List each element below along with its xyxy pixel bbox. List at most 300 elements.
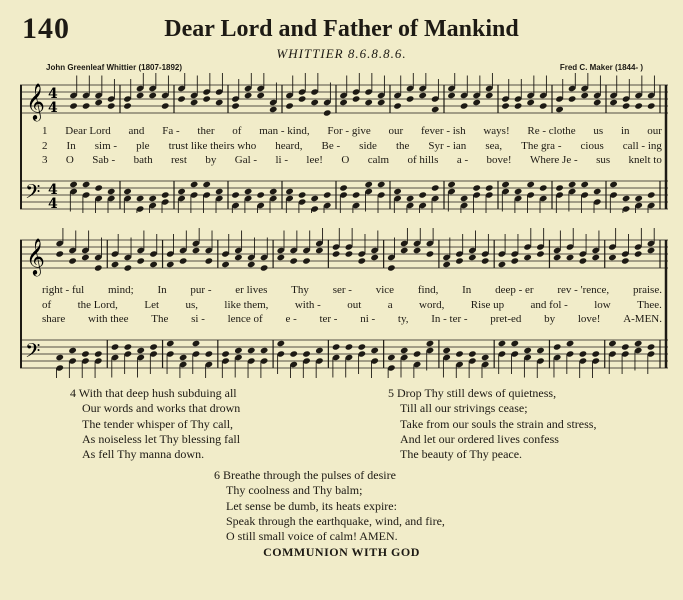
note-head: [568, 181, 577, 188]
note-head: [55, 250, 64, 257]
note-head: [514, 102, 523, 109]
note-head: [418, 191, 427, 198]
lyric-syllable: fever - ish: [420, 125, 466, 137]
bass-clef-icon: 𝄢: [25, 180, 41, 208]
note-head: [244, 92, 253, 99]
note-head: [215, 188, 224, 195]
lyric-syllable: bove!: [486, 154, 512, 166]
note-head: [481, 354, 490, 361]
note-head: [579, 257, 588, 264]
note-head: [442, 347, 451, 354]
note-head: [323, 191, 332, 198]
lyric-syllable: find,: [417, 284, 439, 296]
words-credit: John Greenleaf Whittier (1807-1892): [46, 63, 183, 72]
verse-6-line: Thy coolness and Thy balm;: [226, 483, 363, 498]
lyric-syllable: knelt to: [628, 154, 662, 166]
lyric-syllable: sus: [596, 154, 611, 166]
note-head: [148, 92, 157, 99]
lyric-syllable: e -: [285, 313, 297, 325]
note-head: [247, 347, 256, 354]
note-head: [285, 102, 294, 109]
lyric-syllable: li -: [275, 154, 288, 166]
lyric-syllable: ty,: [397, 313, 409, 325]
note-head: [555, 106, 564, 113]
note-head: [377, 181, 386, 188]
note-head: [136, 347, 145, 354]
lyric-syllable: and fol -: [530, 298, 568, 311]
note-head: [455, 257, 464, 264]
bass-clef-icon: 𝄢: [25, 339, 41, 367]
note-head: [94, 184, 103, 191]
note-head: [81, 254, 90, 261]
lyric-syllable: of: [232, 125, 242, 137]
lyric-syllable: with thee: [87, 313, 129, 325]
lyric-syllable: the Lord,: [77, 298, 118, 311]
lyric-syllable: out: [347, 298, 362, 311]
note-head: [455, 350, 464, 357]
music-credit: Fred C. Maker (1844- ): [559, 63, 643, 72]
note-head: [298, 95, 307, 102]
note-head: [442, 261, 451, 268]
note-head: [418, 92, 427, 99]
note-head: [221, 261, 230, 268]
note-head: [393, 102, 402, 109]
note-head: [107, 102, 116, 109]
note-head: [123, 102, 132, 109]
lyric-syllable: praise.: [632, 284, 662, 296]
note-head: [302, 350, 311, 357]
lyric-syllable: love!: [577, 313, 601, 325]
lyric-syllable: Thy: [291, 284, 309, 296]
lyric-syllable: lee!: [306, 154, 323, 166]
note-head: [514, 188, 523, 195]
note-head: [579, 350, 588, 357]
note-head: [634, 195, 643, 202]
note-head: [501, 102, 510, 109]
note-head: [608, 340, 617, 347]
lyric-line: [42, 299, 662, 311]
note-head: [111, 343, 120, 350]
note-head: [510, 257, 519, 264]
lyric-syllable: 3: [42, 154, 48, 166]
lyric-syllable: ter -: [319, 313, 338, 325]
note-head: [370, 347, 379, 354]
note-head: [177, 188, 186, 195]
note-head: [580, 92, 589, 99]
lyric-syllable: For - give: [327, 125, 371, 137]
note-head: [352, 95, 361, 102]
section-title: COMMUNION WITH GOD: [263, 545, 420, 559]
lyric-syllable: In: [66, 139, 76, 152]
note-head: [426, 340, 435, 347]
note-head: [161, 191, 170, 198]
note-head: [481, 257, 490, 264]
note-head: [247, 261, 256, 268]
note-head: [234, 254, 243, 261]
note-head: [260, 347, 269, 354]
note-head: [431, 106, 440, 113]
lyric-syllable: our: [388, 125, 404, 137]
note-head: [593, 99, 602, 106]
lyric-syllable: ni -: [360, 313, 376, 325]
note-head: [621, 257, 630, 264]
note-head: [234, 347, 243, 354]
lyric-syllable: Fa -: [162, 125, 180, 137]
lyric-syllable: like them,: [224, 298, 269, 311]
note-head: [269, 106, 278, 113]
note-head: [566, 340, 575, 347]
time-signature: 4: [48, 196, 58, 212]
note-head: [647, 343, 656, 350]
lyric-syllable: ple: [136, 139, 150, 152]
note-head: [136, 195, 145, 202]
verse-4-line: As fell Thy manna down.: [82, 447, 205, 462]
note-head: [387, 264, 396, 271]
note-head: [400, 247, 409, 254]
note-head: [406, 95, 415, 102]
note-head: [269, 188, 278, 195]
lyric-syllable: Re - clothe: [527, 125, 576, 137]
note-head: [123, 188, 132, 195]
lyric-syllable: us: [593, 125, 604, 137]
lyric-line: [42, 140, 662, 152]
verse-5-line: Take from our souls the strain and stress,: [400, 416, 597, 431]
note-head: [634, 250, 643, 257]
note-head: [609, 99, 618, 106]
verse-4-line: The tender whisper of Thy call,: [82, 416, 234, 431]
lyric-syllable: trust like theirs who: [168, 139, 257, 152]
lyric-syllable: and: [128, 125, 145, 137]
note-head: [256, 191, 265, 198]
note-head: [358, 257, 367, 264]
lyric-syllable: with -: [294, 298, 321, 311]
tune-name: WHITTIER 8.6.8.8.6.: [276, 46, 407, 61]
lyric-syllable: right - ful: [42, 284, 85, 296]
lyric-syllable: calm: [367, 154, 390, 166]
note-head: [555, 184, 564, 191]
lyric-syllable: low: [594, 298, 611, 311]
note-head: [202, 181, 211, 188]
lyric-syllable: 2: [42, 139, 48, 152]
note-head: [256, 92, 265, 99]
lyric-syllable: bath: [133, 154, 153, 166]
note-head: [370, 254, 379, 261]
note-head: [536, 250, 545, 257]
note-head: [124, 264, 133, 271]
lyric-syllable: pret-ed: [490, 313, 522, 325]
note-head: [413, 350, 422, 357]
note-head: [107, 188, 116, 195]
lyric-syllable: by: [205, 154, 217, 166]
verse-5-line: Till all our strivings cease;: [400, 401, 528, 416]
note-head: [94, 99, 103, 106]
note-head: [387, 354, 396, 361]
lyric-syllable: of hills: [407, 154, 439, 166]
note-head: [166, 261, 175, 268]
lyric-syllable: word,: [419, 298, 445, 311]
note-head: [177, 95, 186, 102]
note-head: [523, 254, 532, 261]
lyric-syllable: ser -: [332, 284, 352, 296]
lyric-syllable: The gra -: [521, 139, 562, 152]
note-head: [339, 184, 348, 191]
note-head: [289, 257, 298, 264]
lyric-syllable: ways!: [483, 125, 510, 137]
note-head: [485, 184, 494, 191]
lyric-syllable: the: [395, 139, 410, 152]
note-head: [136, 257, 145, 264]
note-head: [472, 99, 481, 106]
note-head: [536, 347, 545, 354]
note-head: [82, 102, 91, 109]
note-head: [447, 181, 456, 188]
lyric-syllable: of: [42, 298, 52, 311]
note-head: [111, 261, 120, 268]
lyric-syllable: er lives: [235, 284, 268, 296]
hymn-title: Dear Lord and Father of Mankind: [164, 16, 519, 42]
note-head: [358, 343, 367, 350]
verse-5: [388, 386, 596, 462]
lyric-syllable: sea,: [485, 139, 503, 152]
verse-6-line: Speak through the earthquake, wind, and fire,: [226, 513, 445, 528]
note-head: [205, 350, 214, 357]
note-head: [539, 102, 548, 109]
note-head: [539, 184, 548, 191]
note-head: [231, 191, 240, 198]
verse-6-line: Let sense be dumb, its heats expire:: [226, 498, 397, 513]
note-head: [447, 92, 456, 99]
note-head: [501, 181, 510, 188]
lyric-syllable: rev - 'rence,: [557, 284, 610, 296]
note-head: [364, 99, 373, 106]
note-head: [498, 261, 507, 268]
note-head: [400, 347, 409, 354]
note-head: [315, 247, 324, 254]
note-head: [345, 343, 354, 350]
lyric-syllable: by: [544, 313, 556, 325]
note-head: [69, 181, 78, 188]
note-head: [621, 343, 630, 350]
time-signature: 4: [48, 182, 58, 198]
lyric-syllable: lence of: [227, 313, 263, 325]
lyric-syllable: Sab -: [92, 154, 116, 166]
note-head: [568, 95, 577, 102]
verse-4-line: 4 With that deep hush subduing all: [70, 386, 237, 400]
note-head: [285, 188, 294, 195]
verse-5-line: 5 Drop Thy still dews of quietness,: [388, 386, 557, 400]
lyric-syllable: cious: [580, 139, 604, 152]
verse-6: [214, 468, 445, 544]
note-head: [231, 102, 240, 109]
lyric-syllable: 1: [42, 125, 48, 137]
note-head: [647, 191, 656, 198]
time-signature: 4: [48, 100, 58, 116]
note-head: [161, 102, 170, 109]
note-head: [591, 350, 600, 357]
verse-4-line: Our words and works that drown: [82, 401, 241, 416]
note-head: [498, 340, 507, 347]
note-head: [526, 181, 535, 188]
note-head: [149, 343, 158, 350]
note-head: [55, 354, 64, 361]
verse-6-line: O still small voice of calm! AMEN.: [226, 529, 398, 544]
note-head: [315, 347, 324, 354]
note-head: [393, 188, 402, 195]
note-head: [69, 102, 78, 109]
verse-5-line: The beauty of Thy peace.: [400, 447, 523, 462]
note-head: [124, 343, 133, 350]
note-head: [82, 181, 91, 188]
note-head: [591, 254, 600, 261]
note-head: [364, 181, 373, 188]
note-head: [377, 99, 386, 106]
note-head: [310, 195, 319, 202]
lyric-syllable: The: [151, 313, 169, 325]
note-head: [277, 254, 286, 261]
treble-clef-icon: 𝄞: [26, 237, 45, 275]
note-head: [647, 102, 656, 109]
note-head: [68, 347, 77, 354]
lyric-syllable: Syr - ian: [428, 139, 467, 152]
lyric-syllable: our: [647, 125, 662, 137]
treble-clef-icon: 𝄞: [26, 82, 45, 120]
note-head: [460, 102, 469, 109]
lyric-syllable: rest: [171, 154, 187, 166]
note-head: [553, 343, 562, 350]
note-head: [580, 181, 589, 188]
verse-4-line: As noiseless let Thy blessing fall: [82, 431, 241, 446]
note-head: [431, 184, 440, 191]
verse-5-line: And let our ordered lives confess: [400, 431, 559, 446]
lyric-syllable: call - ing: [622, 139, 662, 152]
lyric-syllable: In - ter -: [431, 313, 468, 325]
note-head: [192, 340, 201, 347]
note-head: [136, 92, 145, 99]
lyric-syllable: side: [359, 139, 377, 152]
note-head: [192, 247, 201, 254]
lyric-syllable: A-MEN.: [623, 313, 662, 325]
lyric-syllable: Rise up: [470, 298, 505, 311]
note-head: [260, 264, 269, 271]
note-head: [190, 99, 199, 106]
lyric-syllable: share: [42, 313, 66, 325]
lyric-syllable: Be -: [321, 139, 341, 152]
note-head: [460, 195, 469, 202]
note-head: [609, 181, 618, 188]
lyric-syllable: Thee.: [637, 298, 662, 311]
lyric-syllable: O: [341, 154, 350, 166]
note-head: [332, 343, 341, 350]
lyric-line: [42, 125, 662, 137]
lyric-syllable: si -: [191, 313, 205, 325]
lyric-syllable: a -: [456, 154, 469, 166]
note-head: [289, 350, 298, 357]
note-head: [608, 254, 617, 261]
note-head: [472, 184, 481, 191]
note-head: [310, 99, 319, 106]
lyric-syllable: Dear Lord: [65, 125, 111, 137]
lyric-syllable: O: [65, 154, 74, 166]
lyric-syllable: In: [462, 284, 472, 296]
note-head: [94, 264, 103, 271]
note-head: [426, 250, 435, 257]
note-head: [622, 195, 631, 202]
note-head: [352, 191, 361, 198]
lyric-syllable: ther: [197, 125, 215, 137]
note-head: [510, 340, 519, 347]
note-head: [634, 102, 643, 109]
note-head: [332, 250, 341, 257]
note-head: [566, 254, 575, 261]
note-head: [647, 247, 656, 254]
verse-4: [70, 386, 240, 462]
note-head: [202, 95, 211, 102]
note-head: [302, 257, 311, 264]
note-head: [634, 340, 643, 347]
note-head: [553, 254, 562, 261]
lyric-syllable: Let: [144, 298, 160, 311]
hymn-number: 140: [22, 12, 70, 45]
lyric-syllable: pur -: [190, 284, 212, 296]
note-head: [190, 181, 199, 188]
note-head: [339, 99, 348, 106]
note-head: [468, 350, 477, 357]
note-head: [205, 257, 214, 264]
note-head: [149, 261, 158, 268]
lyric-syllable: sim -: [94, 139, 118, 152]
note-head: [215, 99, 224, 106]
note-head: [148, 195, 157, 202]
note-head: [526, 99, 535, 106]
lyric-syllable: man - kind,: [259, 125, 310, 137]
lyric-line: [42, 154, 662, 166]
note-head: [523, 347, 532, 354]
note-head: [179, 257, 188, 264]
lyric-syllable: a: [387, 298, 393, 311]
note-head: [94, 350, 103, 357]
note-head: [298, 191, 307, 198]
note-head: [406, 195, 415, 202]
note-head: [345, 250, 354, 257]
note-head: [244, 188, 253, 195]
note-head: [81, 350, 90, 357]
note-head: [468, 254, 477, 261]
lyric-syllable: us,: [185, 298, 198, 311]
note-head: [179, 354, 188, 361]
lyric-syllable: mind;: [107, 284, 134, 296]
note-head: [221, 350, 230, 357]
note-head: [166, 340, 175, 347]
lyric-syllable: Where Je -: [530, 154, 578, 166]
note-head: [413, 247, 422, 254]
lyric-syllable: vice: [375, 284, 395, 296]
lyric-line: [42, 284, 662, 296]
lyric-syllable: In: [157, 284, 167, 296]
note-head: [485, 92, 494, 99]
lyric-line: [42, 313, 662, 325]
note-head: [68, 257, 77, 264]
lyric-syllable: Gal -: [234, 154, 258, 166]
note-head: [622, 102, 631, 109]
lyric-syllable: in: [620, 125, 630, 137]
lyric-syllable: deep - er: [495, 284, 534, 296]
note-head: [277, 340, 286, 347]
lyric-syllable: heard,: [275, 139, 303, 152]
note-head: [323, 109, 332, 116]
note-head: [593, 188, 602, 195]
verse-6-line: 6 Breathe through the pulses of desire: [214, 468, 396, 482]
time-signature: 4: [48, 86, 58, 102]
